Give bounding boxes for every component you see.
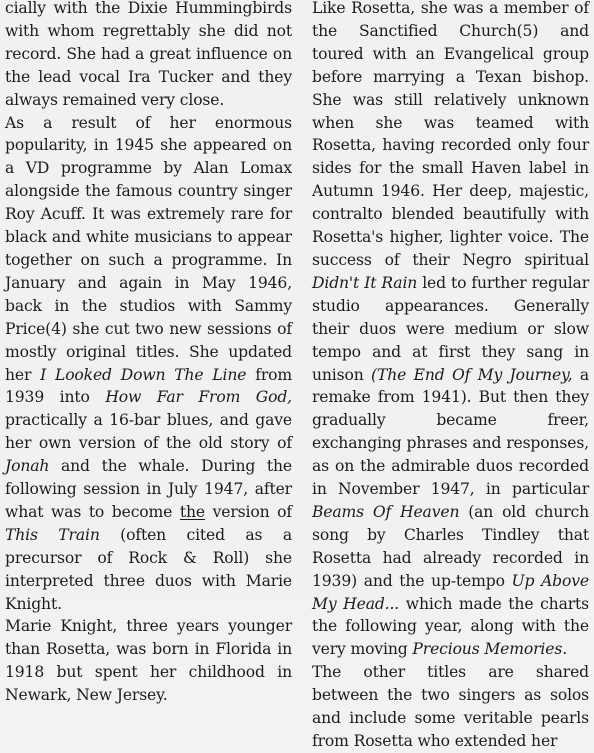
- text-run: (often cited as a precursor of Rock & Roll) she interpreted three duos with Marie Knight.: [5, 525, 292, 613]
- text-run: which made the charts the following year, along with the very moving: [312, 594, 589, 659]
- paragraph: [5, 112, 292, 616]
- paragraph: [5, 615, 292, 707]
- italic-title: Precious Memories.: [412, 640, 568, 659]
- italic-title: I Looked Down The Line: [40, 365, 247, 384]
- text-run: Like Rosetta, she was a member of the Sanctified Church(5) and toured with an Evangelical group before marrying a Texan bishop. She was still relatively unknown when she was teamed with Rosetta, having recorded only four sides for the small Haven label in Autumn 1946. Her deep, majestic, contralto blended beautifully with Rosetta's higher, lighter voice. The success of their Negro spiritual: [312, 0, 589, 269]
- text-run: and the whale. During the following session in July 1947, after what was to become: [5, 457, 292, 521]
- text-run: cially with the Dixie Hummingbirds with whom regrettably she did not record. She had a great influence on the lead vocal Ira Tucker and they always remained very close.: [5, 0, 292, 109]
- text-run: a remake from 1941). But then they gradually became freer, exchanging phrases and responses, as on the admirable duos recorded in November 1947, in particular: [312, 365, 589, 499]
- paragraph: [312, 661, 589, 753]
- italic-title: (The End Of My Journey,: [371, 365, 573, 384]
- underlined-word: the: [179, 502, 205, 521]
- italic-title: Up Above My Head...: [312, 571, 589, 613]
- text-run: Marie Knight, three years younger than Rosetta, was born in Florida in 1918 but spent her childhood in Newark, New Jersey.: [5, 617, 292, 705]
- text-run: version of: [205, 502, 292, 521]
- paragraph: [312, 0, 589, 661]
- italic-title: Jonah: [5, 457, 50, 476]
- italic-title: Didn't It Rain: [312, 273, 418, 292]
- text-run: (an old church song by Charles Tindley that Rosetta had already recorded in 1939) and the up-tempo: [312, 502, 590, 590]
- text-run: practically a 16-bar blues, and gave her own version of the old story of: [5, 411, 292, 453]
- text-run: As a result of her enormous popularity, in 1945 she appeared on a VD programme by Alan Lomax alongside the famous country singer Roy Acuff. It was extremely rare for black and white musicians to appear together on such a programme. In January and again in May 1946, back in the studios with Sammy Price(4) she cut two new sessions of mostly original titles. She updated her: [5, 113, 292, 384]
- column-gutter: [296, 0, 308, 600]
- text-run: led to further regular studio appearances. Generally their duos were medium or slow tempo and at first they sang in unison: [312, 273, 590, 384]
- paragraph: [5, 0, 292, 112]
- italic-title: How Far From God,: [105, 388, 292, 407]
- italic-title: This Train: [5, 525, 100, 544]
- text-run: from 1939 into: [5, 365, 292, 407]
- italic-title: Beams Of Heaven: [312, 502, 460, 521]
- text-run: The other titles are shared between the two singers as solos and include some veritable pearls from Rosetta who extended her: [312, 663, 589, 750]
- right-text-column: [312, 0, 589, 753]
- left-text-column: [5, 0, 292, 707]
